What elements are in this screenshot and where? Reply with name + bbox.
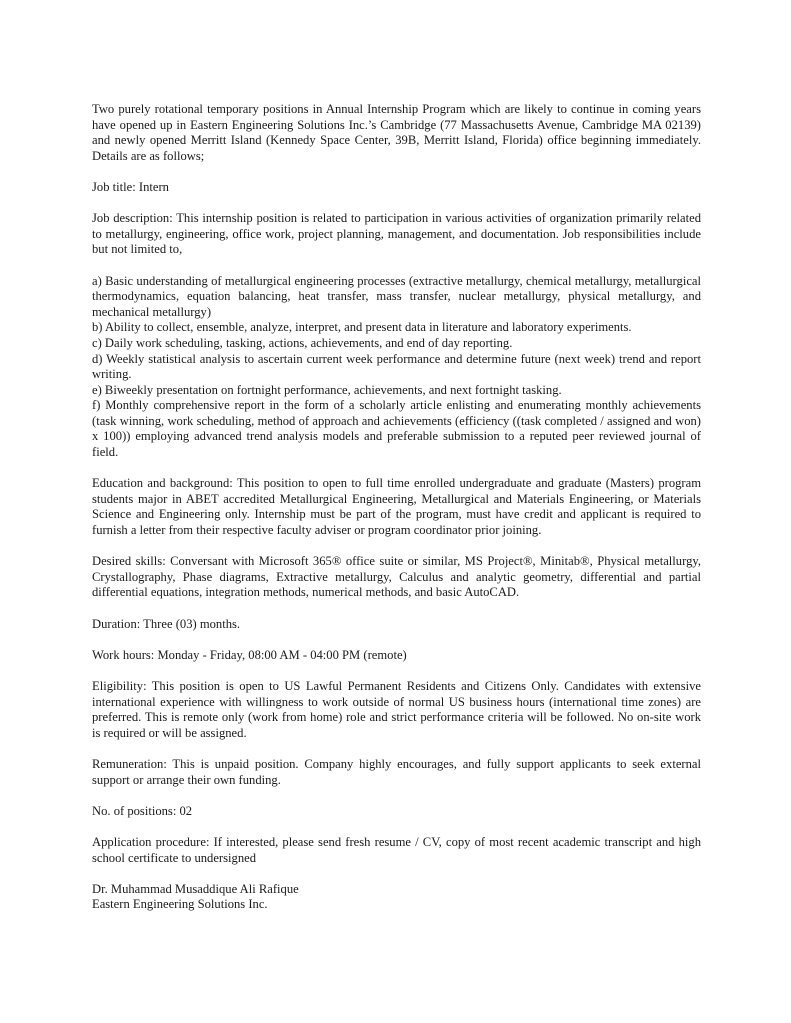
work-hours-line: Work hours: Monday - Friday, 08:00 AM - 04:00 PM (remote) <box>92 647 407 662</box>
intro-paragraph: Two purely rotational temporary positions in Annual Internship Program which are likely to continue in coming years have opened up in Eastern Engineering Solutions Inc.’s Cambridge (77 Massachusetts Avenue, Cambridge MA 02139) and newly opened Merritt Island (Kennedy Space Center, 39B, Merritt Island, Florida) office beginning immediately. Details are as follows; <box>92 102 701 163</box>
responsibilities-list <box>92 274 701 461</box>
eligibility-paragraph: Eligibility: This position is open to US Lawful Permanent Residents and Citizens Only. Candidates with extensive international experience with willingness to work outside of normal US business hours (international time zones) are preferred. This is remote only (work from home) role and strict performance criteria will be followed. No on-site work is required or will be assigned. <box>92 678 701 740</box>
duration-line: Duration: Three (03) months. <box>92 616 241 631</box>
signatory-organization: Eastern Engineering Solutions Inc. <box>92 897 268 912</box>
skills-paragraph: Desired skills: Conversant with Microsoft 365® office suite or similar, MS Project®, Minitab®, Physical metallurgy, Crystallography, Phase diagrams, Extractive metallurgy, Calculus and analytic geometry, differential and partial differential equations, integration methods, numerical methods, and basic AutoCAD. <box>92 554 701 600</box>
responsibility-item: c) Daily work scheduling, tasking, actions, achievements, and end of day reporting. <box>92 335 513 350</box>
remuneration-paragraph: Remuneration: This is unpaid position. Company highly encourages, and fully support applicants to seek external support or arrange their own funding. <box>92 756 701 787</box>
job-description: Job description: This internship position is related to participation in various activities of organization primarily related to metallurgy, engineering, office work, project planning, management, and documentation. Job responsibilities include but not limited to, <box>92 211 701 257</box>
application-paragraph: Application procedure: If interested, please send fresh resume / CV, copy of most recent academic transcript and high school certificate to undersigned <box>92 834 701 865</box>
responsibility-item: d) Weekly statistical analysis to ascertain current week performance and determine future (next week) trend and report writing. <box>92 351 701 382</box>
responsibility-item: a) Basic understanding of metallurgical engineering processes (extractive metallurgy, chemical metallurgy, metallurgical thermodynamics, equation balancing, heat transfer, mass transfer, nuclear metallurgy, physical metallurgy, and mechanical metallurgy) <box>92 273 701 319</box>
responsibility-item: e) Biweekly presentation on fortnight performance, achievements, and next fortnight tasking. <box>92 382 562 397</box>
positions-line: No. of positions: 02 <box>92 803 193 818</box>
signature-block <box>92 882 701 913</box>
education-paragraph: Education and background: This position to open to full time enrolled undergraduate and graduate (Masters) program students major in ABET accredited Metallurgical Engineering, Metallurgical and Materials Engineering, or Materials Science and Engineering only. Internship must be part of the program, must have credit and applicant is required to furnish a letter from their respective faculty adviser or program coordinator prior joining. <box>92 476 701 538</box>
signatory-name: Dr. Muhammad Musaddique Ali Rafique <box>92 881 299 896</box>
document-page <box>92 102 701 913</box>
responsibility-item: b) Ability to collect, ensemble, analyze, interpret, and present data in literature and laboratory experiments. <box>92 320 632 335</box>
responsibility-item: f) Monthly comprehensive report in the form of a scholarly article enlisting and enumerating monthly achievements (task winning, work scheduling, method of approach and achievements (efficiency ((task completed / assigned and won) x 100)) employing advanced trend analysis models and preferable submission to a reputed peer reviewed journal of field. <box>92 398 701 460</box>
job-title: Job title: Intern <box>92 179 169 194</box>
